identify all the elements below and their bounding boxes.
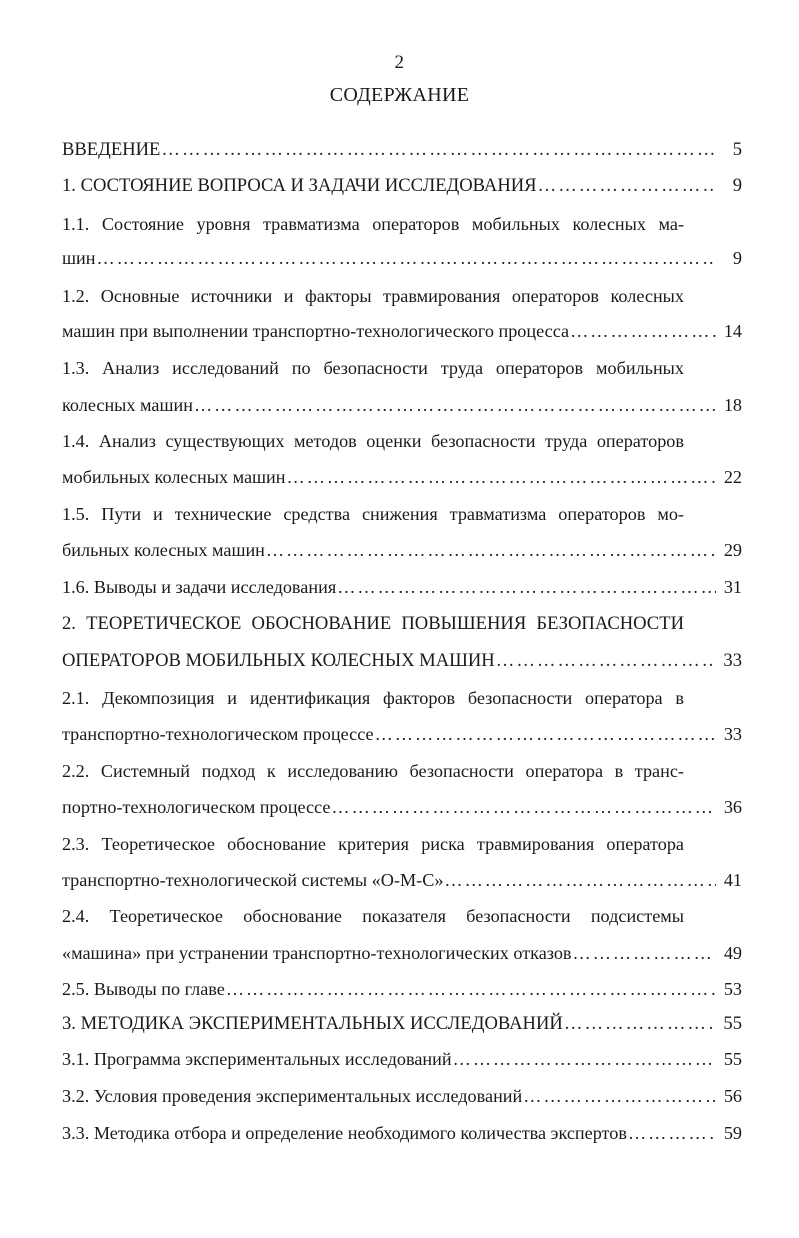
toc-page: 59 — [723, 1123, 742, 1143]
toc-page: 33 — [723, 724, 742, 744]
toc-entry-1-2: машин при выполнении транспортно-технологического процесса …………………………………………………………………………………………………………………………………………………………………………………… 14 — [62, 316, 742, 346]
toc-entry-chapter-2-line1: 2. ТЕОРЕТИЧЕСКОЕ ОБОСНОВАНИЕ ПОВЫШЕНИЯ БЕЗОПАСНОСТИ — [62, 613, 684, 634]
toc-entry-chapter-3: 3. МЕТОДИКА ЭКСПЕРИМЕНТАЛЬНЫХ ИССЛЕДОВАНИЙ …………………………………………………………………………………………………………………………………………………………………………………… 55 — [62, 1009, 742, 1039]
toc-entry-2-2-line1: 2.2. Системный подход к исследованию безопасности оператора в транс- — [62, 761, 684, 781]
toc-entry-2-4-line1: 2.4. Теоретическое обоснование показателя безопасности подсистемы — [62, 906, 684, 926]
toc-entry-1-1-line1: 1.1. Состояние уровня травматизма операторов мобильных колесных ма- — [62, 214, 684, 234]
toc-page: 31 — [723, 577, 742, 597]
toc-entry-1-6: 1.6. Выводы и задачи исследования …………………………………………………………………………………………………………………………………………………………………………………… 31 — [62, 572, 742, 602]
toc-page: 55 — [723, 1049, 742, 1069]
page-title: СОДЕРЖАНИЕ — [329, 84, 470, 106]
toc-page: 29 — [723, 540, 742, 560]
toc-entry-1-5: бильных колесных машин …………………………………………………………………………………………………………………………………………………………………………………… 29 — [62, 535, 742, 565]
toc-entry-1-1: шин …………………………………………………………………………………………………………………………………………………………………………………… 9 — [62, 243, 742, 273]
toc-entry-3-1: 3.1. Программа экспериментальных исследований …………………………………………………………………………………………………………………………………………………………………………………… 55 — [62, 1044, 742, 1074]
toc-entry-1-2-line1: 1.2. Основные источники и факторы травмирования операторов колесных — [62, 286, 684, 306]
toc-entry-chapter-1: 1. СОСТОЯНИЕ ВОПРОСА И ЗАДАЧИ ИССЛЕДОВАНИЯ …………………………………………………………………………………………………………………………………………………………………………………… 9 — [62, 171, 742, 201]
toc-entry-2-3: транспортно-технологической системы «О-М-С» …………………………………………………………………………………………………………………………………………………………………………………… 41 — [62, 865, 742, 895]
toc-page: 49 — [723, 943, 742, 963]
toc-entry-chapter-2: ОПЕРАТОРОВ МОБИЛЬНЫХ КОЛЕСНЫХ МАШИН …………………………………………………………………………………………………………………………………………………………………………………… 33 — [62, 646, 742, 676]
toc-page: 9 — [732, 248, 742, 268]
toc-page: 36 — [723, 797, 742, 817]
toc-page: 56 — [723, 1086, 742, 1106]
toc-page: 9 — [732, 175, 742, 196]
toc-entry-2-5: 2.5. Выводы по главе …………………………………………………………………………………………………………………………………………………………………………………… 53 — [62, 974, 742, 1004]
toc-entry-1-4-line1: 1.4. Анализ существующих методов оценки безопасности труда операторов — [62, 431, 684, 451]
toc-entry-3-3: 3.3. Методика отбора и определение необходимого количества экспертов …………………………………………………………………………………………………………………………………………………………………………………… 59 — [62, 1118, 742, 1148]
toc-page: 14 — [723, 321, 742, 341]
toc-entry-2-2: портно-технологическом процессе …………………………………………………………………………………………………………………………………………………………………………………… 36 — [62, 792, 742, 822]
toc-entry-2-1: транспортно-технологическом процессе …………………………………………………………………………………………………………………………………………………………………………………… 33 — [62, 719, 742, 749]
toc-entry-1-3: колесных машин …………………………………………………………………………………………………………………………………………………………………………………… 18 — [62, 390, 742, 420]
toc-entry-1-5-line1: 1.5. Пути и технические средства снижения травматизма операторов мо- — [62, 504, 684, 524]
page-number: 2 — [394, 52, 405, 73]
toc-page: 41 — [723, 870, 742, 890]
toc-entry-2-3-line1: 2.3. Теоретическое обоснование критерия риска травмирования оператора — [62, 834, 684, 854]
toc-entry-3-2: 3.2. Условия проведения экспериментальных исследований …………………………………………………………………………………………………………………………………………………………………………………… 56 — [62, 1081, 742, 1111]
toc-entry-1-4: мобильных колесных машин …………………………………………………………………………………………………………………………………………………………………………………… 22 — [62, 462, 742, 492]
toc-page: 33 — [723, 650, 742, 671]
toc-entry-2-4: «машина» при устранении транспортно-технологических отказов …………………………………………………………………………………………………………………………………………………………………………………… 49 — [62, 938, 742, 968]
toc-page: 53 — [723, 979, 742, 999]
toc-page: 22 — [723, 467, 742, 487]
toc-page: 18 — [723, 395, 742, 415]
toc-entry-2-1-line1: 2.1. Декомпозиция и идентификация факторов безопасности оператора в — [62, 688, 684, 708]
toc-entry-1-3-line1: 1.3. Анализ исследований по безопасности труда операторов мобильных — [62, 358, 684, 378]
toc-page: 55 — [723, 1013, 742, 1034]
toc-entry-introduction: ВВЕДЕНИЕ …………………………………………………………………………………………………………………………………………………………………………………… 5 — [62, 135, 742, 165]
toc-page: 5 — [732, 139, 742, 160]
